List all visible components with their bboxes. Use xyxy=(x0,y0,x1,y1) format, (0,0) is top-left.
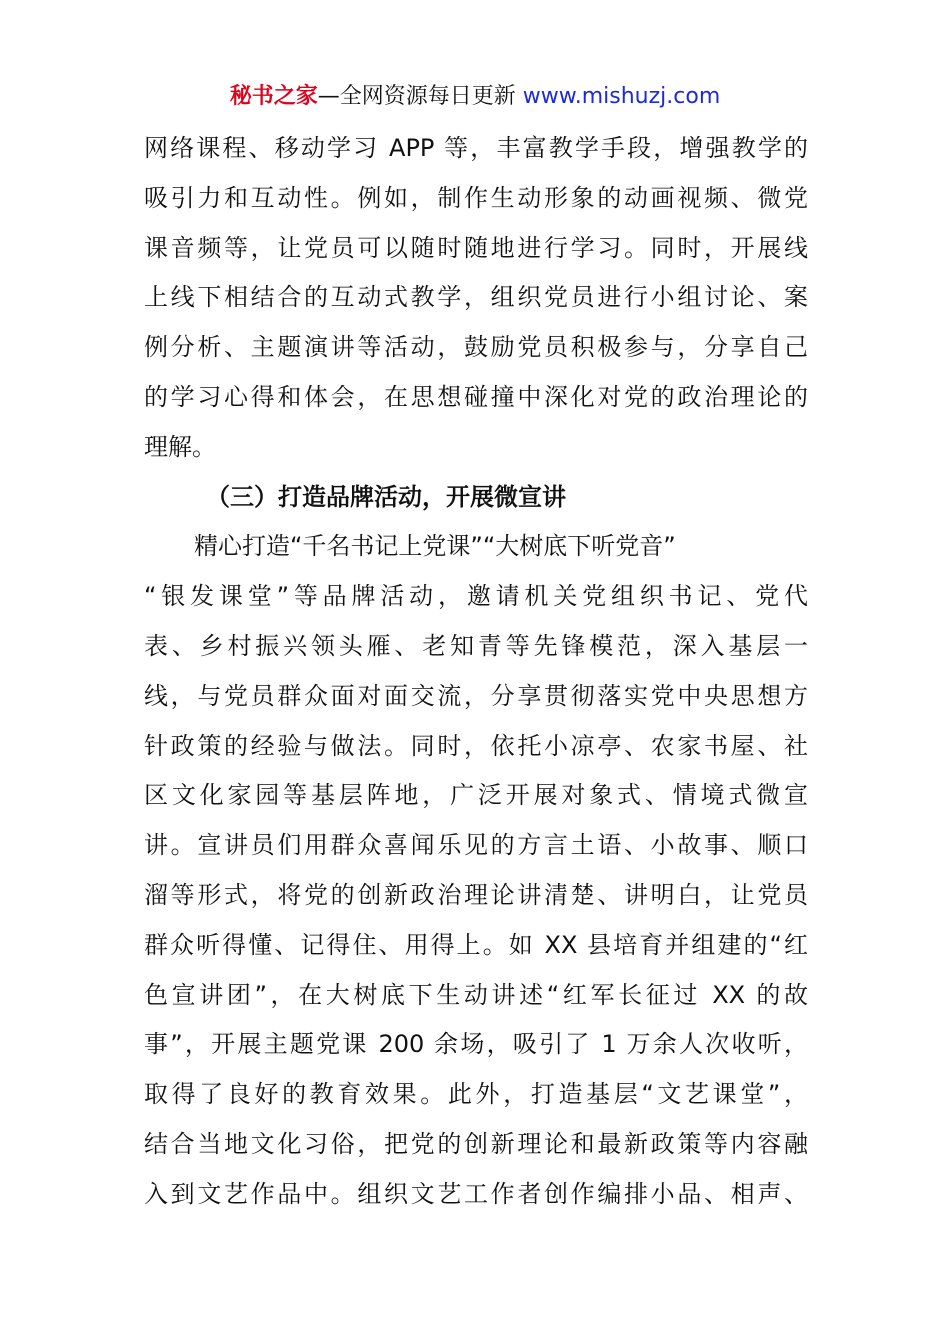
header-url[interactable]: www.mishuzj.com xyxy=(522,84,721,109)
header-brand: 秘书之家 xyxy=(229,84,318,109)
text-line: “银发课堂”等品牌活动，邀请机关党组织书记、党代 xyxy=(144,582,808,611)
text-line: 色宣讲团”，在大树底下生动讲述“红军长征过 XX 的故 xyxy=(144,980,808,1009)
text-line: 理解。 xyxy=(144,432,216,461)
text-line: 表、乡村振兴领头雁、老知青等先锋模范，深入基层一 xyxy=(144,631,808,660)
text-line: 上线下相结合的互动式教学，组织党员进行小组讨论、案 xyxy=(144,283,808,312)
page-header xyxy=(0,80,950,114)
text-line: 线，与党员群众面对面交流，分享贯彻落实党中央思想方 xyxy=(144,681,808,710)
text-line: 吸引力和互动性。例如，制作生动形象的动画视频、微党 xyxy=(144,183,808,212)
text-line: 讲。宣讲员们用群众喜闻乐见的方言土语、小故事、顺口 xyxy=(144,831,808,860)
text-line: 取得了良好的教育效果。此外，打造基层“文艺课堂”， xyxy=(144,1080,808,1109)
text-line: 溜等形式，将党的创新政治理论讲清楚、讲明白，让党员 xyxy=(144,880,808,909)
section-heading: （三）打造品牌活动，开展微宣讲 xyxy=(206,482,566,511)
text-line: 区文化家园等基层阵地，广泛开展对象式、情境式微宣 xyxy=(144,781,808,810)
text-line: 课音频等，让党员可以随时随地进行学习。同时，开展线 xyxy=(144,233,808,262)
text-line: 事”，开展主题党课 200 余场，吸引了 1 万余人次收听， xyxy=(144,1030,808,1059)
text-line: 网络课程、移动学习 APP 等，丰富教学手段，增强教学的 xyxy=(144,134,808,162)
text-line: 例分析、主题演讲等活动，鼓励党员积极参与，分享自己 xyxy=(144,333,808,362)
header-tagline: —全网资源每日更新 xyxy=(317,84,523,109)
text-line: 的学习心得和体会，在思想碰撞中深化对党的政治理论的 xyxy=(144,382,808,411)
text-line: 精心打造“千名书记上党课”“大树底下听党音” xyxy=(194,532,676,561)
text-line: 入到文艺作品中。组织文艺工作者创作编排小品、相声、 xyxy=(144,1179,808,1208)
document-body xyxy=(144,124,808,1220)
text-line: 群众听得懂、记得住、用得上。如 XX 县培育并组建的“红 xyxy=(144,930,808,959)
text-line: 结合当地文化习俗，把党的创新理论和最新政策等内容融 xyxy=(144,1129,808,1158)
text-line: 针政策的经验与做法。同时，依托小凉亭、农家书屋、社 xyxy=(144,731,808,760)
